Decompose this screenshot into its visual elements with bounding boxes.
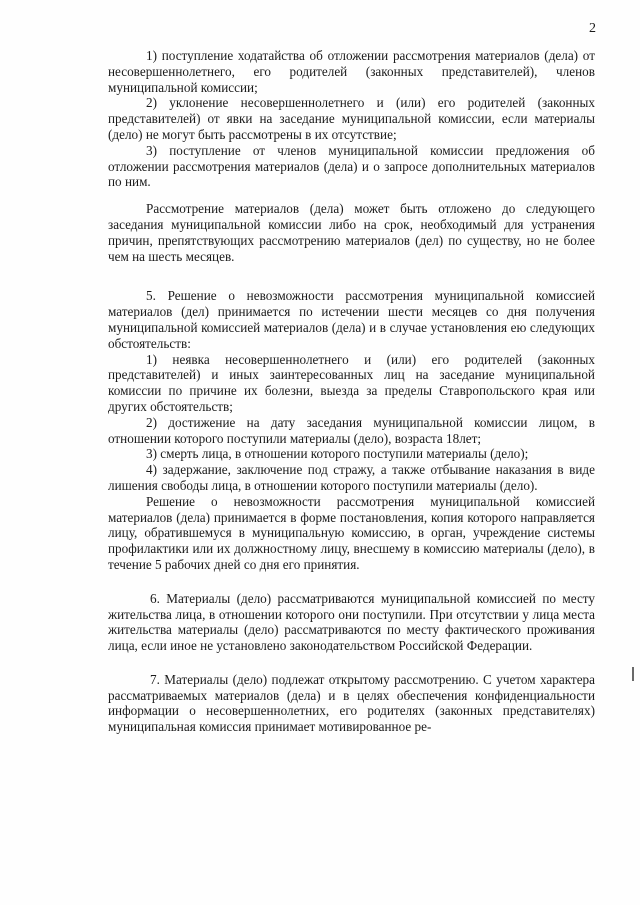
paragraph-reason-3: 3) поступление от членов муниципальной комиссии предложения об отложении рассмотрения материалов (дела) и о запросе дополнительных материалов по ним. bbox=[108, 142, 595, 190]
paragraph-section-5: 5. Решение о невозможности рассмотрения муниципальной комиссией материалов (дел) принимается по истечении шести месяцев со дня получения муниципальной комиссией материалов (дела) и в случае установления ею следующих обстоятельств: bbox=[108, 288, 595, 351]
paragraph-section-6: 6. Материалы (дело) рассматриваются муниципальной комиссией по месту жительства лица, в отношении которого они поступили. При отсутствии у лица места жительства материалы (дело) рассматриваются по месту фактического проживания лица, если иное не установлено законодательством Российской Федерации. bbox=[108, 590, 595, 654]
paragraph-circumstance-2: 2) достижение на дату заседания муниципальной комиссии лицом, в отношении которого поступили материалы (дело), возраста 18лет; bbox=[108, 414, 595, 446]
paragraph-circumstance-4: 4) задержание, заключение под стражу, а также отбывание наказания в виде лишения свободы лица, в отношении которого поступили материалы (дело). bbox=[108, 462, 595, 493]
document-body bbox=[108, 48, 595, 735]
scan-artifact bbox=[632, 667, 634, 681]
page-number: 2 bbox=[589, 21, 596, 36]
paragraph-circumstance-1: 1) неявка несовершеннолетнего и (или) его родителей (законных представителей) и иных заинтересованных лиц на заседание муниципальной комиссии по причине их болезни, выезда за пределы Ставропольского края или других обстоятельств; bbox=[108, 351, 595, 414]
paragraph-postponement: Рассмотрение материалов (дела) может быть отложено до следующего заседания муниципальной комиссии либо на срок, необходимый для устранения причин, препятствующих рассмотрению материалов (дел) по существу, но не более чем на шесть месяцев. bbox=[108, 201, 595, 264]
paragraph-circumstance-3: 3) смерть лица, в отношении которого поступили материалы (дело); bbox=[146, 446, 529, 462]
paragraph-section-7: 7. Материалы (дело) подлежат открытому рассмотрению. С учетом характера рассматриваемых материалов (дела) и в целях обеспечения конфиденциальности информации о несовершеннолетних, его родителях (законных представителях) муниципальная комиссия принимает мотивированное ре- bbox=[108, 671, 595, 735]
paragraph-decision: Решение о невозможности рассмотрения муниципальной комиссией материалов (дела) принимается в форме постановления, копия которого направляется лицу, обратившемуся в муниципальную комиссию, в орган, учреждение системы профилактики или их должностному лицу, внесшему в комиссию материалы (дело), в течение 5 рабочих дней со дня его принятия. bbox=[108, 493, 595, 572]
paragraph-reason-2: 2) уклонение несовершеннолетнего и (или) его родителей (законных представителей) от явки на заседание муниципальной комиссии, если материалы (дело) не могут быть рассмотрены в их отсутствие; bbox=[108, 95, 595, 142]
paragraph-reason-1: 1) поступление ходатайства об отложении рассмотрения материалов (дела) от несовершеннолетнего, его родителей (законных представителей), членов муниципальной комиссии; bbox=[108, 48, 595, 95]
